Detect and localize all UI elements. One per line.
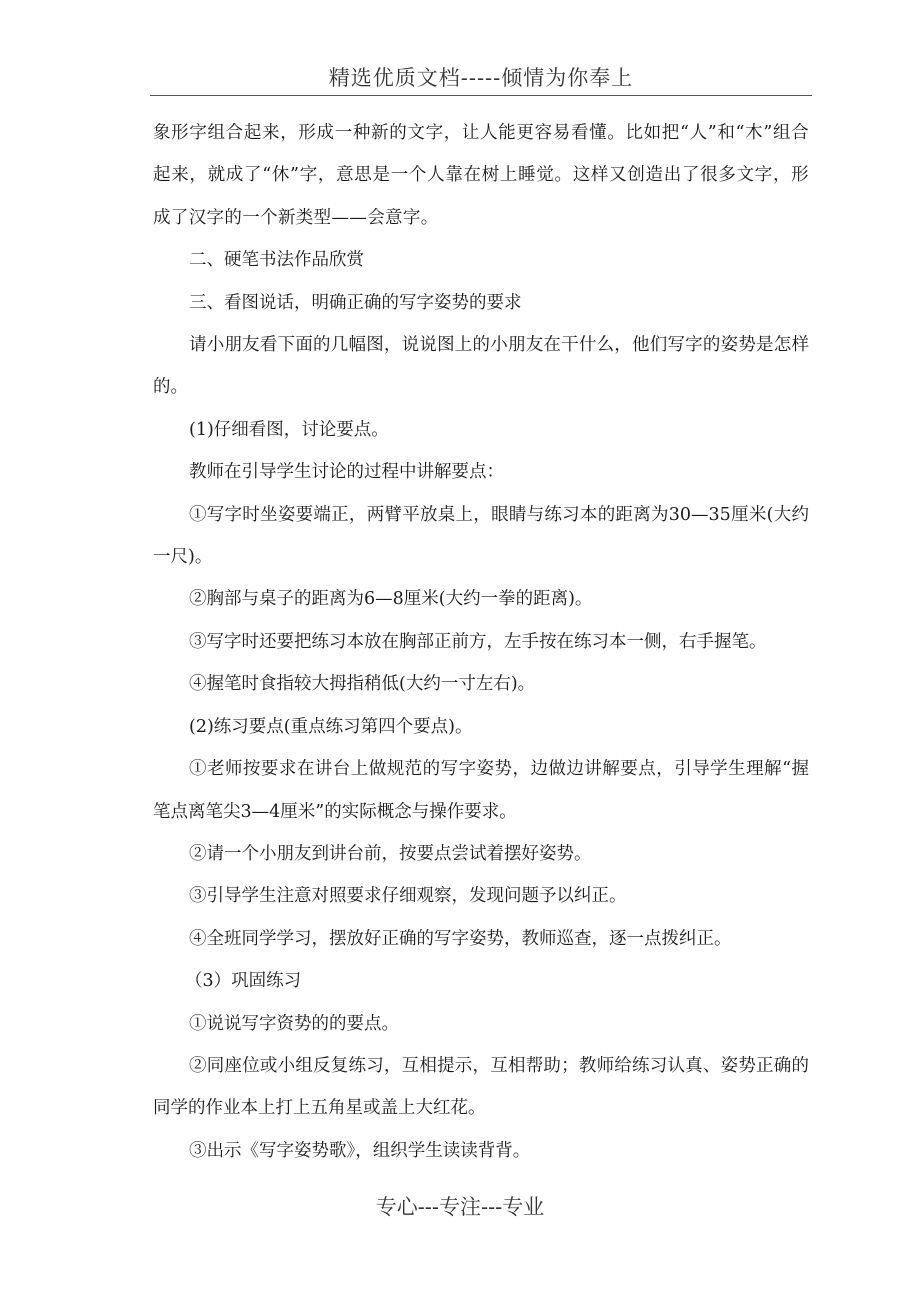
list-item: ②请一个小朋友到讲台前，按要点尝试着摆好姿势。	[189, 843, 592, 864]
subsection-1: (1)仔细看图，讨论要点。	[189, 419, 389, 440]
section-heading-3: 三、看图说话，明确正确的写字姿势的要求	[189, 292, 522, 313]
paragraph-teacher-guide: 教师在引导学生讨论的过程中讲解要点：	[189, 462, 504, 483]
list-item: ③写字时还要把练习本放在胸部正前方，左手按在练习本一侧，右手握笔。	[189, 631, 767, 652]
list-item: ④握笔时食指较大拇指稍低(大约一寸左右)。	[189, 674, 536, 695]
document-body	[153, 112, 809, 1172]
page-footer: 专心---专注---专业	[375, 1195, 545, 1219]
list-item: ①老师按要求在讲台上做规范的写字姿势，边做边讲解要点，引导学生理解“握笔点离笔尖3—4厘米”的实际概念与操作要求。	[153, 759, 809, 822]
paragraph-prompt: 请小朋友看下面的几幅图，说说图上的小朋友在干什么，他们写字的姿势是怎样的。	[153, 335, 809, 398]
page-header: 精选优质文档-----倾情为你奉上	[328, 66, 634, 90]
list-item: ③引导学生注意对照要求仔细观察，发现问题予以纠正。	[189, 886, 627, 907]
list-item: ①说说写字资势的的要点。	[189, 1013, 399, 1034]
list-item: ①写字时坐姿要端正，两臂平放桌上，眼睛与练习本的距离为30—35厘米(大约一尺)。	[153, 504, 809, 568]
list-item: ②同座位或小组反复练习，互相提示，互相帮助；教师给练习认真、姿势正确的同学的作业本上打上五角星或盖上大红花。	[153, 1055, 809, 1119]
subsection-2: (2)练习要点(重点练习第四个要点)。	[189, 716, 473, 737]
list-item: ④全班同学学习，摆放好正确的写字姿势，教师巡查，逐一点拨纠正。	[189, 928, 732, 949]
section-heading-2: 二、硬笔书法作品欣赏	[189, 250, 364, 271]
paragraph-huiyi-intro: 象形字组合起来，形成一种新的文字，让人能更容易看懂。比如把“人”和“木”组合起来，就成了“休”字，意思是一个人靠在树上睡觉。这样又创造出了很多文字，形成了汉字的一个新类型——会意字。	[153, 123, 809, 228]
header-divider	[150, 95, 812, 96]
list-item: ②胸部与桌子的距离为6—8厘米(大约一拳的距离)。	[189, 589, 593, 610]
list-item: ③出示《写字姿势歌》，组织学生读读背背。	[189, 1140, 531, 1161]
subsection-3: （3）巩固练习	[185, 971, 302, 992]
